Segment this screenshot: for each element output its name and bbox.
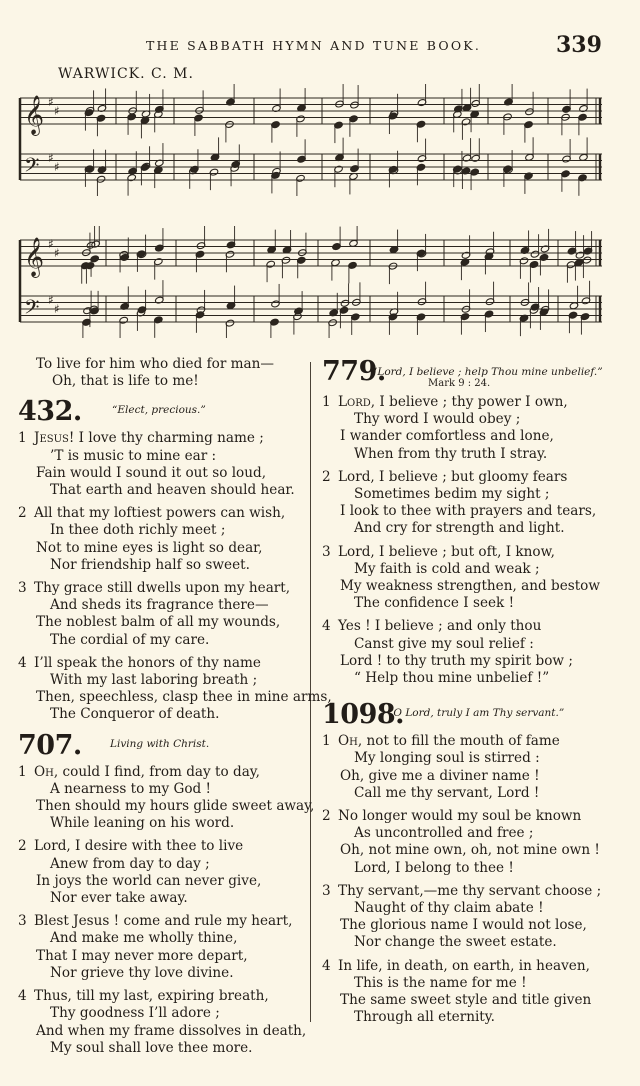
hymn-707 bbox=[16, 729, 315, 1057]
verse-line bbox=[320, 883, 606, 900]
stanza bbox=[320, 618, 606, 687]
verse-text: Thus, till my last, expiring breath, bbox=[34, 988, 269, 1005]
verse-line: My faith is cold and weak ; bbox=[354, 560, 540, 577]
bass-clef-icon: 𝄢 bbox=[24, 153, 40, 182]
verse-line: Then, speechless, clasp thee in mine arms, bbox=[36, 689, 332, 706]
stanza-number: 1 bbox=[18, 763, 27, 780]
verse-line: The confidence I seek ! bbox=[354, 595, 515, 612]
hymn-779 bbox=[320, 356, 606, 687]
verse-line: Not to mine eyes is light so dear, bbox=[36, 539, 263, 556]
sharp-icon: ♯ bbox=[54, 245, 60, 260]
first-word: Oh bbox=[34, 763, 54, 780]
stanza-number: 2 bbox=[322, 808, 331, 825]
music-system-1 bbox=[18, 84, 604, 196]
verse-text: Lord, I believe ; but oft, I know, bbox=[338, 543, 555, 560]
verse-line: I look to thee with prayers and tears, bbox=[340, 503, 597, 520]
verse-line: As uncontrolled and free ; bbox=[354, 825, 534, 842]
stanza bbox=[16, 580, 302, 649]
verse-line: The Conqueror of death. bbox=[50, 706, 220, 723]
verse-line: While leaning on his word. bbox=[50, 815, 235, 832]
verse-line bbox=[320, 958, 606, 975]
verse-line bbox=[320, 394, 606, 411]
verse-line: My longing soul is stirred : bbox=[354, 750, 540, 767]
verse-line: When from thy truth I stray. bbox=[354, 445, 548, 462]
hymn-1098 bbox=[320, 699, 606, 1026]
hymn-number: 1098. bbox=[322, 699, 405, 731]
hymn-title: “O Lord, truly I am Thy servant.” bbox=[388, 707, 565, 720]
verse-text: Thy grace still dwells upon my heart, bbox=[34, 580, 291, 597]
stanza bbox=[16, 988, 307, 1057]
scripture-reference: Mark 9 : 24. bbox=[428, 378, 491, 389]
verse-line: My soul shall love thee more. bbox=[50, 1039, 253, 1056]
verse-line: Nor ever take away. bbox=[50, 890, 188, 907]
hymn-title: “Lord, I believe ; help Thou mine unbelief.” bbox=[372, 366, 603, 378]
verse-line: Anew from day to day ; bbox=[50, 855, 210, 872]
hymn-number: 707. bbox=[18, 729, 82, 761]
verse-text: Blest Jesus ! come and rule my heart, bbox=[34, 913, 293, 930]
verse-text: All that my loftiest powers can wish, bbox=[34, 505, 286, 522]
stanza-number: 3 bbox=[322, 543, 331, 560]
verse-line bbox=[320, 733, 606, 750]
hymn-432 bbox=[16, 396, 332, 723]
first-word: Lord bbox=[338, 394, 371, 410]
verse-line bbox=[16, 505, 302, 522]
hymn-fragment bbox=[16, 356, 302, 390]
stanza bbox=[16, 763, 315, 833]
music-system-2 bbox=[18, 226, 604, 338]
verse-text: , not to fill the mouth of fame bbox=[357, 733, 560, 750]
verse-text: , could I find, from day to day, bbox=[53, 763, 260, 780]
verse-line: And when my frame dissolves in death, bbox=[36, 1022, 307, 1039]
stanza bbox=[16, 654, 332, 724]
page-number: 339 bbox=[556, 32, 602, 58]
verse-line: The same sweet style and title given bbox=[340, 992, 592, 1009]
hymn-title: “Elect, precious.” bbox=[112, 404, 206, 417]
stanza-number: 4 bbox=[322, 618, 331, 635]
verse-line: Then should my hours glide sweet away, bbox=[36, 798, 315, 815]
verse-text: ! I love thy charming name ; bbox=[68, 430, 264, 447]
stanza bbox=[320, 883, 606, 952]
verse-line: That I may never more depart, bbox=[36, 947, 248, 964]
stanza bbox=[16, 430, 302, 499]
stanza-number: 1 bbox=[18, 430, 27, 447]
verse-line bbox=[320, 808, 606, 825]
verse-line bbox=[16, 913, 302, 930]
verse-line: My weakness strengthen, and bestow bbox=[340, 578, 601, 595]
stanza bbox=[320, 394, 606, 463]
right-column bbox=[320, 356, 606, 1033]
verse-line: Naught of thy claim abate ! bbox=[354, 900, 544, 917]
sharp-icon: ♯ bbox=[48, 94, 54, 109]
music-staff-svg bbox=[18, 226, 604, 338]
verse-line: Sometimes bedim my sight ; bbox=[354, 486, 550, 503]
stanza-number: 2 bbox=[18, 838, 27, 855]
verse-text: Yes ! I believe ; and only thou bbox=[338, 618, 542, 635]
sharp-icon: ♯ bbox=[48, 292, 54, 307]
verse-line bbox=[16, 838, 302, 855]
hymn-number: 779. bbox=[322, 356, 386, 387]
treble-clef-icon: 𝄞 bbox=[24, 94, 45, 135]
treble-clef-icon: 𝄞 bbox=[24, 236, 45, 277]
verse-line: Canst give my soul relief : bbox=[354, 635, 534, 652]
stanza-number: 3 bbox=[18, 580, 27, 597]
stanza bbox=[16, 913, 302, 982]
stanza bbox=[16, 505, 302, 574]
verse-line: That earth and heaven should hear. bbox=[50, 482, 295, 499]
verse-line: In thee doth richly meet ; bbox=[50, 522, 226, 539]
stanza-number: 2 bbox=[322, 468, 331, 485]
verse-line: Nor grieve thy love divine. bbox=[50, 964, 234, 981]
verse-line bbox=[16, 988, 302, 1005]
music-staff-svg bbox=[18, 84, 604, 196]
sharp-icon: ♯ bbox=[54, 301, 60, 316]
verse-line: This is the name for me ! bbox=[354, 974, 527, 991]
stanza-number: 3 bbox=[322, 882, 331, 899]
page-header bbox=[0, 32, 640, 62]
verse-line: Thy goodness I’ll adore ; bbox=[50, 1005, 220, 1022]
stanza bbox=[320, 958, 606, 1027]
verse-line: A nearness to my God ! bbox=[50, 780, 212, 797]
verse-line: Nor friendship half so sweet. bbox=[50, 556, 250, 573]
verse-line: In joys the world can never give, bbox=[36, 872, 262, 889]
verse-line bbox=[16, 764, 302, 781]
verse-line bbox=[320, 469, 606, 486]
sharp-icon: ♯ bbox=[54, 103, 60, 118]
verse-line: And cry for strength and light. bbox=[354, 520, 565, 537]
verse-line: “ Help thou mine unbelief !” bbox=[354, 670, 550, 687]
sharp-icon: ♯ bbox=[48, 236, 54, 251]
first-word: Jesus bbox=[34, 430, 69, 447]
running-title: THE SABBATH HYMN AND TUNE BOOK. bbox=[146, 38, 482, 53]
bass-clef-icon: 𝄢 bbox=[24, 295, 40, 324]
verse-line: With my last laboring breath ; bbox=[50, 672, 258, 689]
verse-text: , I believe ; thy power I own, bbox=[370, 394, 568, 410]
verse-text: I’ll speak the honors of thy name bbox=[34, 654, 261, 671]
verse-text: Lord, I believe ; but gloomy fears bbox=[338, 468, 568, 485]
stanza-number: 1 bbox=[322, 394, 331, 410]
verse-line: The noblest balm of all my wounds, bbox=[36, 614, 281, 631]
stanza-number: 4 bbox=[18, 654, 27, 671]
verse-line: Through all eternity. bbox=[354, 1009, 495, 1026]
hymn-number: 432. bbox=[18, 396, 82, 428]
first-word: Oh bbox=[338, 733, 358, 750]
stanza-number: 3 bbox=[18, 913, 27, 930]
verse-line: Lord ! to thy truth my spirit bow ; bbox=[340, 652, 573, 669]
verse-line: The glorious name I would not lose, bbox=[340, 917, 587, 934]
verse-line: And make me wholly thine, bbox=[50, 930, 238, 947]
verse-text: No longer would my soul be known bbox=[338, 808, 582, 825]
stanza bbox=[320, 733, 606, 802]
verse-line bbox=[16, 655, 302, 672]
stanza bbox=[16, 838, 302, 907]
left-column bbox=[16, 356, 332, 1063]
verse-line bbox=[320, 618, 606, 635]
verse-line: Fain would I sound it out so loud, bbox=[36, 464, 267, 481]
verse-line: And sheds its fragrance there— bbox=[50, 597, 269, 614]
verse-line: The cordial of my care. bbox=[50, 631, 210, 648]
tune-name: WARWICK. C. M. bbox=[58, 66, 194, 82]
verse-text: Thy servant,—me thy servant choose ; bbox=[338, 882, 602, 899]
stanza-number: 4 bbox=[18, 988, 27, 1005]
stanza bbox=[320, 469, 606, 538]
verse-line bbox=[320, 544, 606, 561]
stanza bbox=[320, 808, 606, 877]
sharp-icon: ♯ bbox=[48, 150, 54, 165]
verse-line: Nor change the sweet estate. bbox=[354, 934, 557, 951]
verse-line: Oh, not mine own, oh, not mine own ! bbox=[340, 842, 600, 859]
hymn-title: Living with Christ. bbox=[110, 737, 210, 750]
verse-line: Oh, that is life to me! bbox=[52, 373, 199, 390]
sharp-icon: ♯ bbox=[54, 159, 60, 174]
verse-text: Lord, I desire with thee to live bbox=[34, 838, 244, 855]
verse-line: Lord, I belong to thee ! bbox=[354, 859, 514, 876]
stanza-number: 4 bbox=[322, 957, 331, 974]
stanza-number: 1 bbox=[322, 733, 331, 750]
verse-line: Call me thy servant, Lord ! bbox=[354, 784, 540, 801]
verse-text: In life, in death, on earth, in heaven, bbox=[338, 957, 590, 974]
verse-line: I wander comfortless and lone, bbox=[340, 428, 554, 445]
verse-line: To live for him who died for man— bbox=[36, 356, 274, 372]
verse-line bbox=[16, 430, 302, 447]
stanza bbox=[320, 544, 606, 613]
stanza-number: 2 bbox=[18, 505, 27, 522]
verse-line bbox=[16, 580, 302, 597]
verse-line: ’T is music to mine ear : bbox=[50, 447, 217, 464]
verse-line: Oh, give me a diviner name ! bbox=[340, 767, 540, 784]
verse-line: Thy word I would obey ; bbox=[354, 411, 521, 428]
